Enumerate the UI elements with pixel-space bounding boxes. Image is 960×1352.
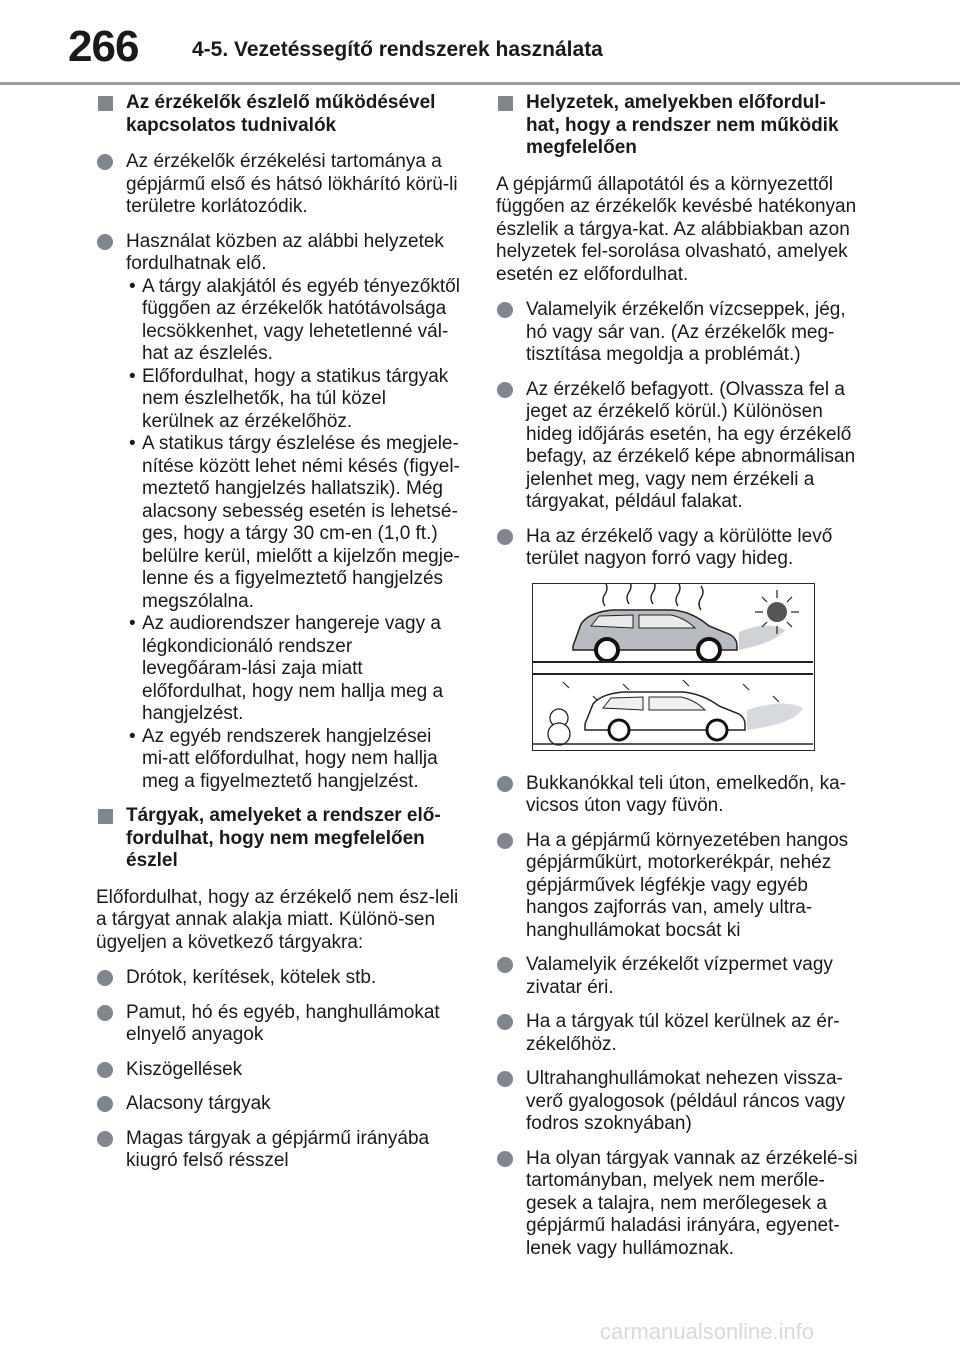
circle-bullet-icon (497, 302, 513, 318)
square-bullet-icon (498, 96, 513, 111)
circle-bullet-icon (97, 154, 113, 170)
section-heading (496, 92, 858, 160)
sub-list-item-text: A tárgy alakjától és egyéb tényezőktől függően az érzékelők hatótávolsága lecsökkenhet, vagy lehetetlenné vál-hat az észlelés. (142, 275, 460, 364)
list-item-text: Drótok, kerítések, kötelek stb. (126, 967, 377, 988)
circle-bullet-icon (97, 234, 113, 250)
left-column (96, 92, 461, 1185)
list-item-text: Az érzékelő befagyott. (Olvassza fel a jeget az érzékelő körül.) Különösen hideg időjárás esetén, ha egy érzékelő befagy, az érzékelő képe abnormálisan jelenhet meg, vagy nem érzékeli a tárgyakat, például falakat. (526, 378, 856, 512)
circle-bullet-icon (497, 776, 513, 792)
list-item (496, 1011, 858, 1056)
sub-list-item-text: A statikus tárgy észlelése és megjele-nítése között lehet némi késés (figyel-meztető hangjelzés hallatszik). Még alacsony sebesség esetén is lehetsé-ges, hogy a tárgy 30 cm-en (1,0 ft.) belülre kerül, mielőtt a kijelzőn megje-lenne és a figyelmeztető hangjelzés megszólalna. (142, 433, 460, 612)
list-item-text: Ultrahanghullámokat nehezen vissza-verő gyalogosok (például ráncos vagy fodros szoknyában) (526, 1068, 845, 1134)
list-item (496, 526, 858, 571)
sub-list-item-text: Az egyéb rendszerek hangjelzései mi-att előfordulhat, hogy nem hallja meg a figyelmeztető hangjelzést. (142, 725, 438, 792)
circle-bullet-icon (97, 1096, 113, 1112)
page-number: 266 (68, 22, 139, 71)
header-rule (0, 82, 960, 85)
heading-text: Tárgyak, amelyeket a rendszer elő-fordulhat, hogy nem megfelelően észlel (126, 805, 441, 871)
sub-list-item: • A tárgy alakjától és egyéb tényezőktől függően az érzékelők hatótávolsága lecsökkenhet, vagy lehetetlenné vál-hat az észlelés. (129, 275, 460, 364)
list-item (496, 954, 858, 999)
circle-bullet-icon (97, 1005, 113, 1021)
sub-list-item: • A statikus tárgy észlelése és megjele-nítése között lehet némi késés (figyel-meztető hangjelzés hallatszik). Még alacsony sebesség esetén is lehetsé-ges, hogy a tárgy 30 cm-en (1,0 ft.) belülre kerül, mielőtt a kijelzőn megje-lenne és a figyelmeztető hangjelzés megszólalna. (129, 433, 460, 612)
circle-bullet-icon (97, 970, 113, 986)
circle-bullet-icon (497, 1014, 513, 1030)
paragraph: A gépjármű állapotától és a környezettől függően az érzékelők kevésbé hatékonyan észlelik a tárgya-kat. Az alábbiakban azon helyzetek fel-sorolása olvasható, amelyek esetén ez előfordulhat. (496, 173, 857, 285)
list-item (96, 967, 461, 990)
list-item-text: Bukkanókkal teli úton, emelkedőn, ka-vicsos úton vagy füvön. (526, 772, 847, 816)
circle-bullet-icon (497, 529, 513, 545)
heading-text: Helyzetek, amelyekben előfordul-hat, hogy a rendszer nem működik megfelelően (526, 92, 839, 158)
list-item (96, 1128, 461, 1173)
section-heading (96, 92, 461, 137)
car-illustration-icon (533, 584, 813, 749)
watermark-text: carmanualsonline.info (600, 1319, 815, 1344)
circle-bullet-icon (97, 1062, 113, 1078)
list-item (96, 151, 461, 219)
sub-list-item-text: Az audiorendszer hangereje vagy a légkondicionáló rendszer levegőáram-lási zaja miatt előfordulhat, hogy nem hallja meg a hangjelzést. (142, 613, 444, 724)
list-item (96, 1059, 461, 1082)
sensor-conditions-illustration (532, 583, 815, 751)
list-item (496, 1068, 858, 1136)
list-item (496, 830, 858, 943)
square-bullet-icon (98, 96, 113, 111)
watermark-logo (600, 1318, 930, 1344)
list-item-text: Ha olyan tárgyak vannak az érzékelé-si tartományban, melyek nem merőle-gesek a talajra, nem merőlegesek a gépjármű haladási irányára, egyenet-lenek vagy hullámoznak. (526, 1147, 858, 1259)
list-item (496, 299, 858, 367)
list-item (496, 1148, 858, 1261)
list-item-text: Kiszögellések (126, 1058, 243, 1080)
list-item (496, 379, 858, 514)
section-heading (96, 805, 461, 873)
sub-list-item-text: Előfordulhat, hogy a statikus tárgyak nem észlelhetők, ha túl közel kerülnek az érzékelőhöz. (142, 365, 449, 432)
list-item-text: Az érzékelők érzékelési tartománya a gépjármű első és hátsó lökhárító körü-li területre korlátozódik. (126, 151, 458, 217)
circle-bullet-icon (497, 1071, 513, 1087)
circle-bullet-icon (497, 833, 513, 849)
list-item-text: Ha az érzékelő vagy a körülötte levő terület nagyon forró vagy hideg. (526, 525, 833, 569)
circle-bullet-icon (497, 957, 513, 973)
sub-list-item: • Az egyéb rendszerek hangjelzései mi-att előfordulhat, hogy nem hallja meg a figyelmeztető hangjelzést. (129, 725, 438, 792)
chapter-title: 4-5. Vezetéssegítő rendszerek használata (192, 38, 603, 61)
list-item-text: Pamut, hó és egyéb, hanghullámokat elnyelő anyagok (126, 1001, 440, 1045)
list-item-text: Ha a gépjármű környezetében hangos gépjárműkürt, motorkerékpár, nehéz gépjárművek légfékje vagy egyéb hangos zajforrás van, amely ultra-hanghullámokat bocsát ki (526, 829, 849, 941)
sub-list-item: • Az audiorendszer hangereje vagy a légkondicionáló rendszer levegőáram-lási zaja miatt előfordulhat, hogy nem hallja meg a hangjelzést. (129, 613, 444, 724)
circle-bullet-icon (497, 382, 513, 398)
list-item (496, 773, 858, 818)
right-column (496, 92, 858, 1272)
list-item-text: Valamelyik érzékelőn vízcseppek, jég, hó vagy sár van. (Az érzékelők meg-tisztítása megoldja a problémát.) (526, 299, 846, 365)
circle-bullet-icon (97, 1131, 113, 1147)
list-item-text: Alacsony tárgyak (126, 1093, 271, 1114)
heading-text: Az érzékelők észlelő működésével kapcsolatos tudnivalók (126, 92, 436, 136)
paragraph: Előfordulhat, hogy az érzékelő nem ész-leli a tárgyat annak alakja miatt. Különö-sen ügyeljen a következő tárgyakra: (96, 886, 459, 953)
list-item-text: Ha a tárgyak túl közel kerülnek az ér-zékelőhöz. (526, 1011, 840, 1055)
list-item-text: Valamelyik érzékelőt vízpermet vagy zivatar éri. (526, 954, 833, 998)
sub-list-item: • Előfordulhat, hogy a statikus tárgyak nem észlelhetők, ha túl közel kerülnek az érzékelőhöz. (129, 365, 449, 432)
list-item (96, 231, 461, 794)
list-item (96, 1002, 461, 1047)
circle-bullet-icon (497, 1151, 513, 1167)
list-item-text: Magas tárgyak a gépjármű irányába kiugró felső résszel (126, 1127, 430, 1171)
list-item (96, 1093, 461, 1116)
list-item-text: Használat közben az alábbi helyzetek fordulhatnak elő. (126, 230, 444, 274)
square-bullet-icon (98, 809, 113, 824)
